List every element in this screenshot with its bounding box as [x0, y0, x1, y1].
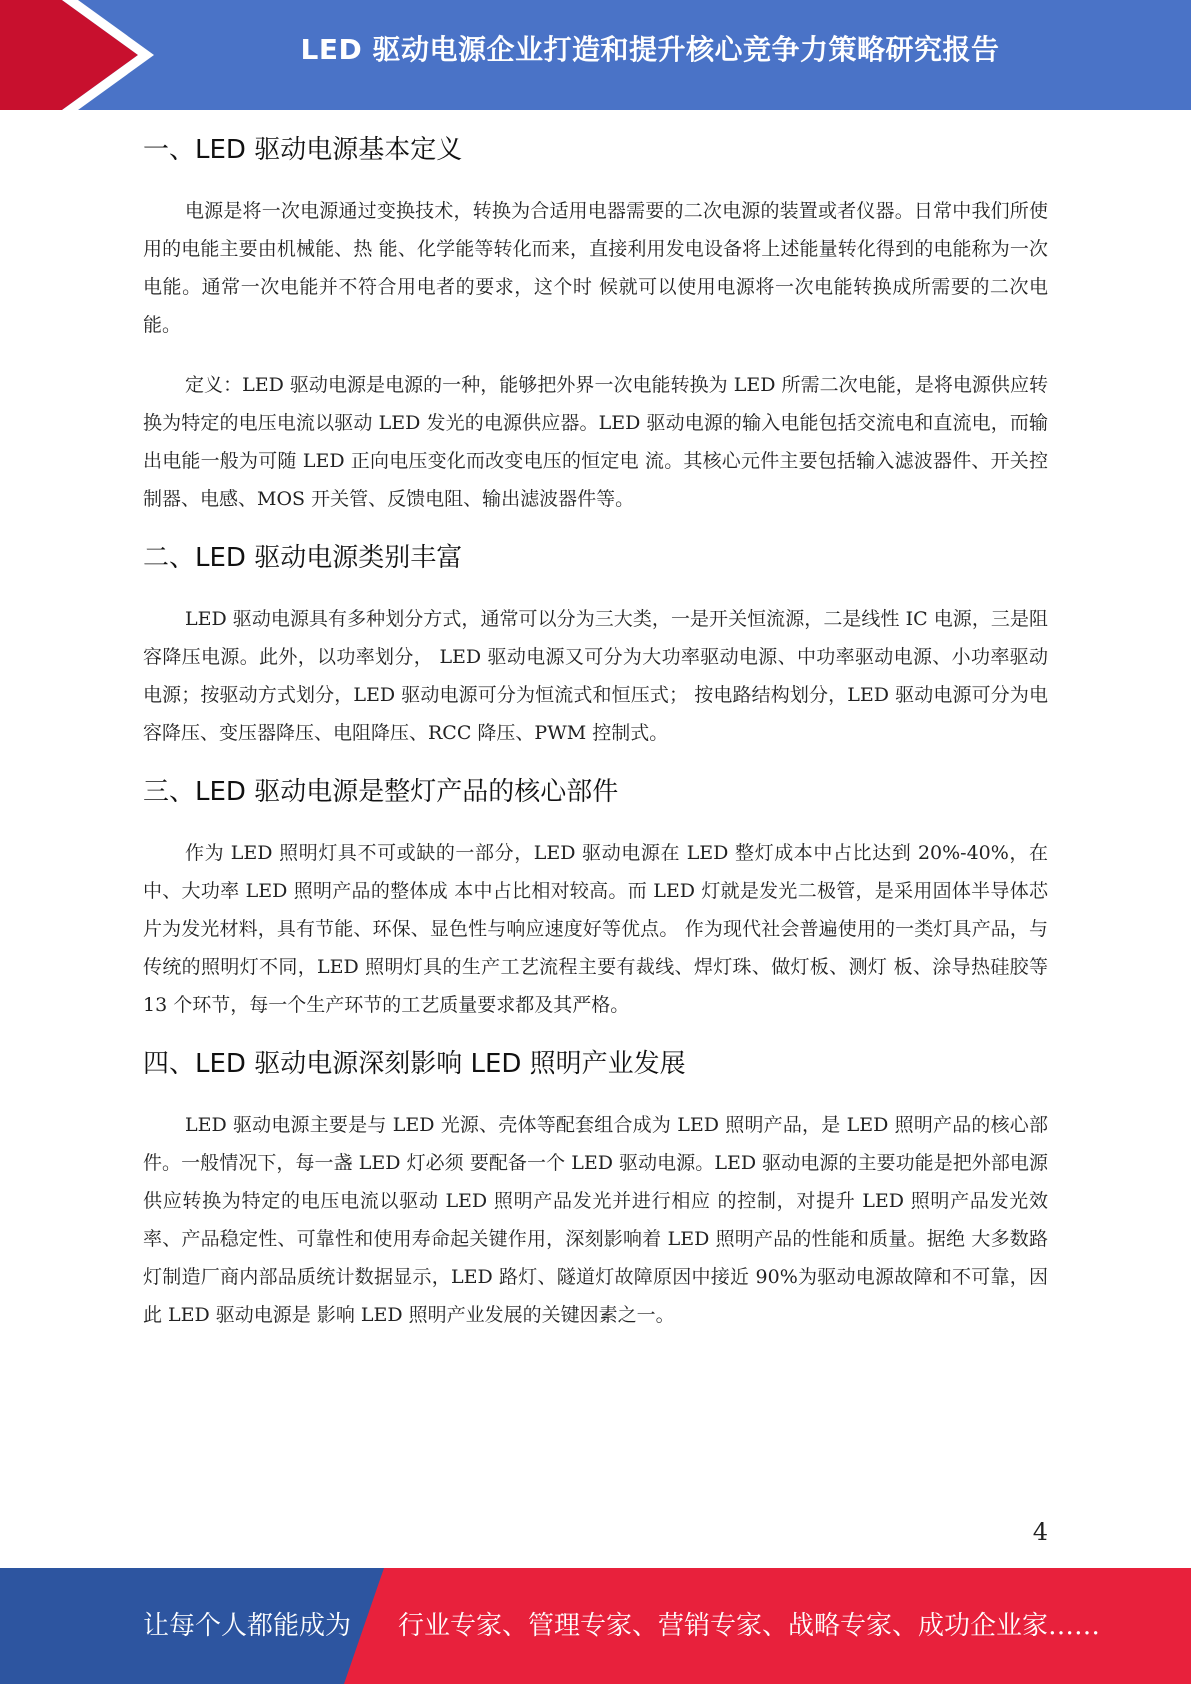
paragraph: LED 驱动电源具有多种划分方式，通常可以分为三大类，一是开关恒流源，二是线性 IC 电源，三是阻容降压电源。此外，以功率划分， LED 驱动电源又可分为大功率驱动电源、中功率驱动电源、小功率驱动电源；按驱动方式划分，LED 驱动电源可分为恒流式和恒压式； 按电路结构划分，LED 驱动电源可分为电容降压、变压器降压、电阻降压、RCC 降压、PWM 控制式。: [143, 608, 1048, 744]
footer-slogan-left: 让每个人都能成为: [143, 1611, 352, 1641]
paragraph: LED 驱动电源主要是与 LED 光源、壳体等配套组合成为 LED 照明产品，是 LED 照明产品的核心部件。一般情况下，每一盏 LED 灯必须 要配备一个 LED 驱动电源。LED 驱动电源的主要功能是把外部电源供应转换为特定的电压电流以驱动 LED 照明产品发光并进行相应 的控制，对提升 LED 照明产品发光效率、产品稳定性、可靠性和使用寿命起关键作用，深刻影响着 LED 照明产品的性能和质量。据绝 大多数路灯制造厂商内部品质统计数据显示，LED 路灯、隧道灯故障原因中接近 90%为驱动电源故障和不可靠，因此 LED 驱动电源是 影响 LED 照明产业发展的关键因素之一。: [143, 1114, 1048, 1326]
paragraph: 电源是将一次电源通过变换技术，转换为合适用电器需要的二次电源的装置或者仪器。日常中我们所使用的电能主要由机械能、热 能、化学能等转化而来，直接利用发电设备将上述能量转化得到的电能称为一次电能。通常一次电能并不符合用电者的要求，这个时 候就可以使用电源将一次电能转换成所需要的二次电能。: [143, 200, 1048, 336]
document-body: [143, 118, 1048, 1356]
page-header: [0, 0, 1191, 110]
section-core-component: [143, 774, 1048, 1024]
section-heading: 四、LED 驱动电源深刻影响 LED 照明产业发展: [143, 1049, 686, 1079]
report-title: LED 驱动电源企业打造和提升核心竞争力策略研究报告: [300, 33, 1000, 66]
section-heading: 二、LED 驱动电源类别丰富: [143, 543, 463, 573]
page-number: 4: [1032, 1518, 1048, 1546]
paragraph: 作为 LED 照明灯具不可或缺的一部分，LED 驱动电源在 LED 整灯成本中占比达到 20%-40%，在中、大功率 LED 照明产品的整体成 本中占比相对较高。而 LED 灯就是发光二极管，是采用固体半导体芯片为发光材料，具有节能、环保、显色性与响应速度好等优点。 作为现代社会普遍使用的一类灯具产品，与传统的照明灯不同，LED 照明灯具的生产工艺流程主要有裁线、焊灯珠、做灯板、测灯 板、涂导热硅胶等 13 个环节，每一个生产环节的工艺质量要求都及其严格。: [143, 842, 1048, 1016]
section-industry-impact: [143, 1046, 1048, 1334]
page-footer: [0, 1568, 1191, 1684]
paragraph: 定义：LED 驱动电源是电源的一种，能够把外界一次电能转换为 LED 所需二次电能，是将电源供应转换为特定的电压电流以驱动 LED 发光的电源供应器。LED 驱动电源的输入电能包括交流电和直流电，而输出电能一般为可随 LED 正向电压变化而改变电压的恒定电 流。其核心元件主要包括输入滤波器件、开关控制器、电感、MOS 开关管、反馈电阻、输出滤波器件等。: [143, 374, 1048, 510]
header-chevron-decoration: [0, 0, 160, 110]
section-definition: [143, 132, 1048, 518]
section-heading: 一、LED 驱动电源基本定义: [143, 135, 463, 165]
section-heading: 三、LED 驱动电源是整灯产品的核心部件: [143, 777, 619, 807]
footer-slogan-right: 行业专家、管理专家、营销专家、战略专家、成功企业家……: [398, 1611, 1101, 1641]
section-categories: [143, 540, 1048, 752]
